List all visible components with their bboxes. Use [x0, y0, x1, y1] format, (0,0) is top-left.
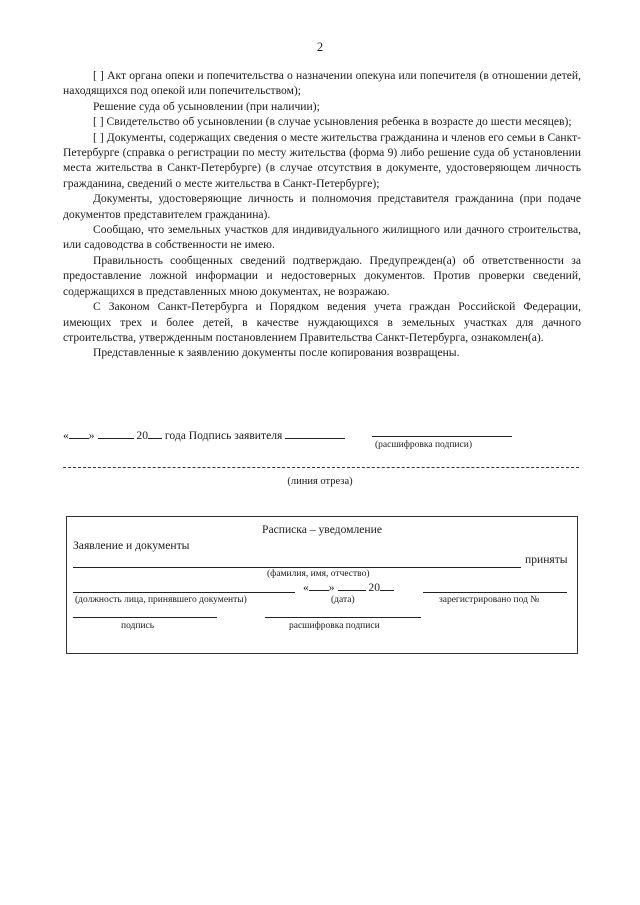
- paragraph-residence-documents: [ ] Документы, содержащих сведения о месте жительства гражданина и членов его семьи в Санкт-Петербурге (справка о регистрации по месту жительства (форма 9) либо решение суда об установлении места жительства в Санкт-Петербурге) (в случае отсутствия в документе, удостоверяющем личность гражданина, сведений о месте жительства в Санкт-Петербурге);: [63, 130, 581, 190]
- receipt-signature-caption: подпись: [121, 621, 155, 631]
- cut-line: [63, 467, 579, 468]
- day-field[interactable]: [69, 427, 89, 439]
- paragraph-no-land-plots: Сообщаю, что земельных участков для индивидуального жилищного или дачного строительства, или садоводства в собственности не имею.: [63, 223, 581, 252]
- receipt-fio-caption: (фамилия, имя, отчество): [267, 569, 370, 579]
- date-open-quote: «: [63, 429, 69, 442]
- year-suffix: года: [164, 429, 186, 442]
- application-body: [63, 68, 581, 361]
- receipt-decoding-caption: расшифровка подписи: [289, 621, 380, 631]
- receipt-registration-field[interactable]: [423, 592, 567, 593]
- applicant-signature-label: Подпись заявителя: [188, 429, 283, 442]
- receipt-official-caption: (должность лица, принявшего документы): [75, 595, 247, 605]
- month-field[interactable]: [98, 427, 134, 439]
- paragraph-documents-returned: Представленные к заявлению документы после копирования возвращены.: [93, 346, 460, 360]
- signature-decoding-caption: (расшифровка подписи): [375, 440, 472, 450]
- paragraph-adoption-certificate: [ ] Свидетельство об усыновлении (в случае усыновления ребенка в возрасте до шести месяцев);: [93, 115, 572, 129]
- receipt-signature-field[interactable]: [73, 617, 217, 618]
- receipt-notification-box: [66, 516, 578, 654]
- page-number: 2: [316, 40, 324, 54]
- receipt-date-open-quote: «: [303, 581, 309, 594]
- applicant-signature-field[interactable]: [285, 427, 345, 439]
- receipt-day-field[interactable]: [309, 579, 329, 591]
- paragraph-representative-documents: Документы, удостоверяющие личность и полномочия представителя гражданина (при подаче документов представителем гражданина).: [63, 192, 581, 221]
- signature-decoding-field[interactable]: [372, 436, 512, 437]
- year-field[interactable]: [148, 427, 162, 439]
- receipt-year-prefix: 20: [368, 581, 380, 594]
- receipt-documents-label: Заявление и документы: [73, 539, 190, 552]
- date-close-quote: »: [88, 429, 95, 442]
- receipt-title: Расписка – уведомление: [262, 523, 382, 536]
- receipt-official-field[interactable]: [73, 592, 295, 593]
- paragraph-law-acknowledgement: С Законом Санкт-Петербурга и Порядком ведения учета граждан Российской Федерации, имеющих трех и более детей, в качестве нуждающихся в земельных участках для дачного строительства, утвержденным постановлением Правительства Санкт-Петербурга, ознакомлен(а).: [63, 300, 581, 344]
- receipt-accepted-label: приняты: [525, 553, 568, 566]
- receipt-decoding-field[interactable]: [265, 617, 421, 618]
- paragraph-guardianship-act: [ ] Акт органа опеки и попечительства о назначении опекуна или попечителя (в отношении детей, находящихся под опекой или попечительством);: [63, 69, 581, 98]
- paragraph-court-decision: Решение суда об усыновлении (при наличии);: [93, 99, 320, 113]
- cut-line-label: (линия отреза): [287, 476, 353, 487]
- receipt-fio-field[interactable]: [73, 567, 521, 568]
- receipt-month-field[interactable]: [338, 579, 366, 591]
- receipt-date-close-quote: »: [328, 581, 335, 594]
- receipt-registration-caption: зарегистрировано под №: [439, 595, 540, 605]
- receipt-year-field[interactable]: [380, 579, 394, 591]
- paragraph-accuracy-confirmation: Правильность сообщенных сведений подтверждаю. Предупрежден(а) об ответственности за предоставление ложной информации и недостоверных документов. Против проверки сведений, содержащихся в представленных мною документах, не возражаю.: [63, 253, 581, 298]
- receipt-date: [303, 579, 394, 594]
- receipt-date-caption: (дата): [331, 595, 355, 605]
- year-prefix: 20: [136, 429, 148, 442]
